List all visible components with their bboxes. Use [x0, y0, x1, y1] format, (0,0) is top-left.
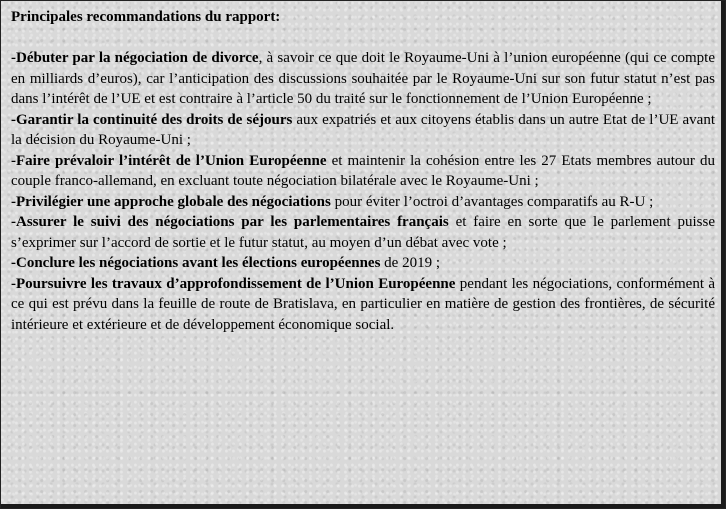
recommendation-lead: -Débuter par la négociation de divorce	[11, 50, 259, 66]
recommendation-item	[11, 192, 715, 213]
recommendation-item	[11, 212, 715, 253]
recommendation-lead: -Conclure les négociations avant les élections européennes	[11, 255, 381, 271]
recommendation-text: pour éviter l’octroi d’avantages comparatifs au R-U ;	[330, 193, 654, 210]
recommendation-text: et maintenir la cohésion entre les 27 Etats membres autour du couple franco-allemand, en excluant toute négociation bilatérale avec le Royaume-Uni ;	[11, 152, 715, 189]
recommendation-text: de 2019 ;	[380, 255, 440, 271]
recommendation-lead: -Poursuivre les travaux d’approfondissement de l’Union Européenne	[11, 275, 456, 292]
recommendation-lead: -Garantir la continuité des droits de séjours	[11, 111, 293, 128]
recommendation-item	[11, 110, 715, 151]
recommendation-text: et faire en sorte que le parlement puisse s’exprimer sur l’accord de sortie et le futur statut, au moyen d’un débat avec vote ;	[11, 214, 715, 251]
recommendation-item	[11, 274, 715, 336]
recommendation-lead: -Faire prévaloir l’intérêt de l’Union Européenne	[11, 152, 327, 169]
recommendation-item	[11, 48, 715, 110]
recommendation-item	[11, 253, 715, 274]
recommendation-text: pendant les négociations, conformément à ce qui est prévu dans la feuille de route de Bratislava, en particulier en matière de gestion des frontières, de sécurité intérieure et extérieure et de développement économique social.	[11, 275, 715, 333]
recommendation-text: , à savoir ce que doit le Royaume-Uni à l’union européenne (qui ce compte en milliards d’euros), car l’anticipation des discussions souhaitée par le Royaume-Uni sur son futur statut n’est pas dans l’intérêt de l’UE et est contraire à l’article 50 du traité sur le fonctionnement de l’Union Européenne ;	[11, 50, 715, 107]
recommendation-lead: -Assurer le suivi des négociations par les parlementaires français	[11, 214, 449, 230]
recommendation-item	[11, 151, 715, 192]
recommendation-text: aux expatriés et aux citoyens établis dans un autre Etat de l’UE avant la décision du Royaume-Uni ;	[11, 111, 715, 148]
recommendation-lead: -Privilégier une approche globale des négociations	[11, 193, 331, 210]
box-heading: Principales recommandations du rapport:	[11, 9, 281, 25]
